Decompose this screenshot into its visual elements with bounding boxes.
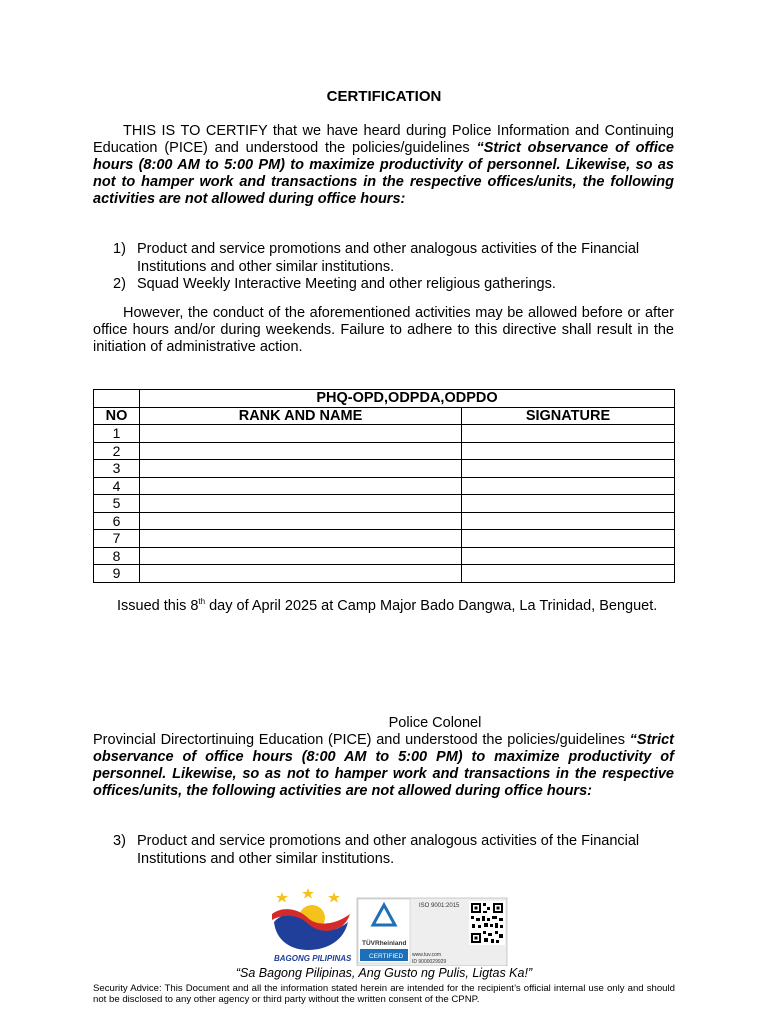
tuv-certified-label: CERTIFIED: [369, 953, 404, 960]
signature-cell[interactable]: [462, 530, 675, 548]
repeat-text: Provincial Directortinuing Education (PICE) and understood the policies/guidelines: [93, 732, 630, 748]
list-item: [93, 241, 674, 276]
table-row: [94, 565, 675, 583]
intro-text: THIS IS TO CERTIFY that we have heard during Police Information and Continuing Education (PICE) and understood the policies/guidelines: [93, 123, 674, 156]
table-row: [94, 530, 675, 548]
list-item-number: 3): [113, 833, 126, 849]
table-row: [94, 460, 675, 478]
list-item-text: Product and service promotions and other analogous activities of the Financial Institutions and other similar institutions.: [137, 833, 640, 867]
table-row: [94, 547, 675, 565]
rank-title: Police Colonel: [388, 715, 482, 731]
tuv-url: www.tuv.com: [412, 952, 442, 958]
tuv-label: TÜVRheinland: [362, 940, 407, 947]
signature-table: [93, 389, 675, 583]
however-paragraph: [93, 305, 674, 356]
signature-cell[interactable]: [462, 512, 675, 530]
table-blank-cell: [94, 390, 140, 408]
rank-name-cell[interactable]: [140, 530, 462, 548]
row-number: 2: [94, 442, 140, 460]
issued-paragraph: [93, 598, 674, 615]
bagong-pilipinas-logo: [272, 888, 350, 950]
rank-name-cell[interactable]: [140, 547, 462, 565]
table-group-header: PHQ-OPD,ODPDA,ODPDO: [140, 390, 675, 408]
column-header-signature: SIGNATURE: [462, 407, 675, 425]
list-item: [93, 833, 674, 868]
document-title: CERTIFICATION: [326, 88, 442, 105]
list-item-number: 1): [113, 241, 126, 257]
list-item-text: Squad Weekly Interactive Meeting and other religious gatherings.: [137, 276, 556, 292]
intro-paragraph: [93, 123, 674, 208]
intro-emphasis: “Strict observance of office hours (8:00 AM to 5:00 PM) to maximize productivity of personnel. Likewise, so as not to hamper work and transactions in the respective offices/units, the following activities are not allowed during office hours:: [93, 140, 674, 207]
activities-list: [93, 241, 674, 294]
signature-cell[interactable]: [462, 460, 675, 478]
issued-ordinal: th: [198, 597, 206, 607]
signature-cell[interactable]: [462, 442, 675, 460]
table-row: [94, 425, 675, 443]
row-number: 1: [94, 425, 140, 443]
signature-cell[interactable]: [462, 565, 675, 583]
rank-name-cell[interactable]: [140, 477, 462, 495]
list-item-number: 2): [113, 276, 126, 292]
rank-name-cell[interactable]: [140, 460, 462, 478]
signature-cell[interactable]: [462, 477, 675, 495]
rank-name-cell[interactable]: [140, 442, 462, 460]
footer-logo-graphics: [268, 888, 510, 966]
footer-motto: “Sa Bagong Pilipinas, Ang Gusto ng Pulis, Ligtas Ka!”: [235, 966, 533, 980]
tuv-id: ID 9000029929: [412, 959, 447, 965]
list-item: [93, 276, 674, 294]
signature-cell[interactable]: [462, 495, 675, 513]
issued-text-start: Issued this 8: [117, 598, 199, 614]
column-header-no: NO: [94, 407, 140, 425]
issued-text-end: day of April 2025 at Camp Major Bado Dangwa, La Trinidad, Benguet.: [205, 598, 658, 614]
row-number: 7: [94, 530, 140, 548]
rank-name-cell[interactable]: [140, 495, 462, 513]
list-item-text: Product and service promotions and other analogous activities of the Financial Institutions and other similar institutions.: [137, 241, 640, 275]
row-number: 6: [94, 512, 140, 530]
rank-name-cell[interactable]: [140, 425, 462, 443]
table-row: [94, 477, 675, 495]
row-number: 8: [94, 547, 140, 565]
repeat-list: [93, 833, 674, 868]
repeat-emphasis: “Strict observance of office hours (8:00 AM to 5:00 PM) to maximize productivity of personnel. Likewise, so as not to hamper work and transactions in the respective offices/units, the following activities are not allowed during office hours:: [93, 732, 674, 799]
however-text: However, the conduct of the aforementioned activities may be allowed before or after office hours and/or during weekends. Failure to adhere to this directive shall result in the initiation of administrative action.: [93, 305, 674, 355]
row-number: 9: [94, 565, 140, 583]
rank-name-cell[interactable]: [140, 565, 462, 583]
iso-label: ISO 9001:2015: [419, 903, 460, 909]
row-number: 3: [94, 460, 140, 478]
column-header-rank-name: RANK AND NAME: [140, 407, 462, 425]
footer-logos: [268, 888, 510, 966]
table-row: [94, 442, 675, 460]
bagong-pilipinas-label: BAGONG PILIPINAS: [274, 954, 352, 963]
row-number: 5: [94, 495, 140, 513]
repeat-paragraph: [93, 732, 674, 800]
table-row: [94, 495, 675, 513]
signature-cell[interactable]: [462, 547, 675, 565]
table-row: [94, 512, 675, 530]
row-number: 4: [94, 477, 140, 495]
rank-name-cell[interactable]: [140, 512, 462, 530]
signature-cell[interactable]: [462, 425, 675, 443]
security-advice: Security Advice: This Document and all the information stated herein are intended for the recipient’s official internal use only and should not be disclosed to any other agency or third party without the written consent of the CPNP.: [93, 983, 675, 1005]
